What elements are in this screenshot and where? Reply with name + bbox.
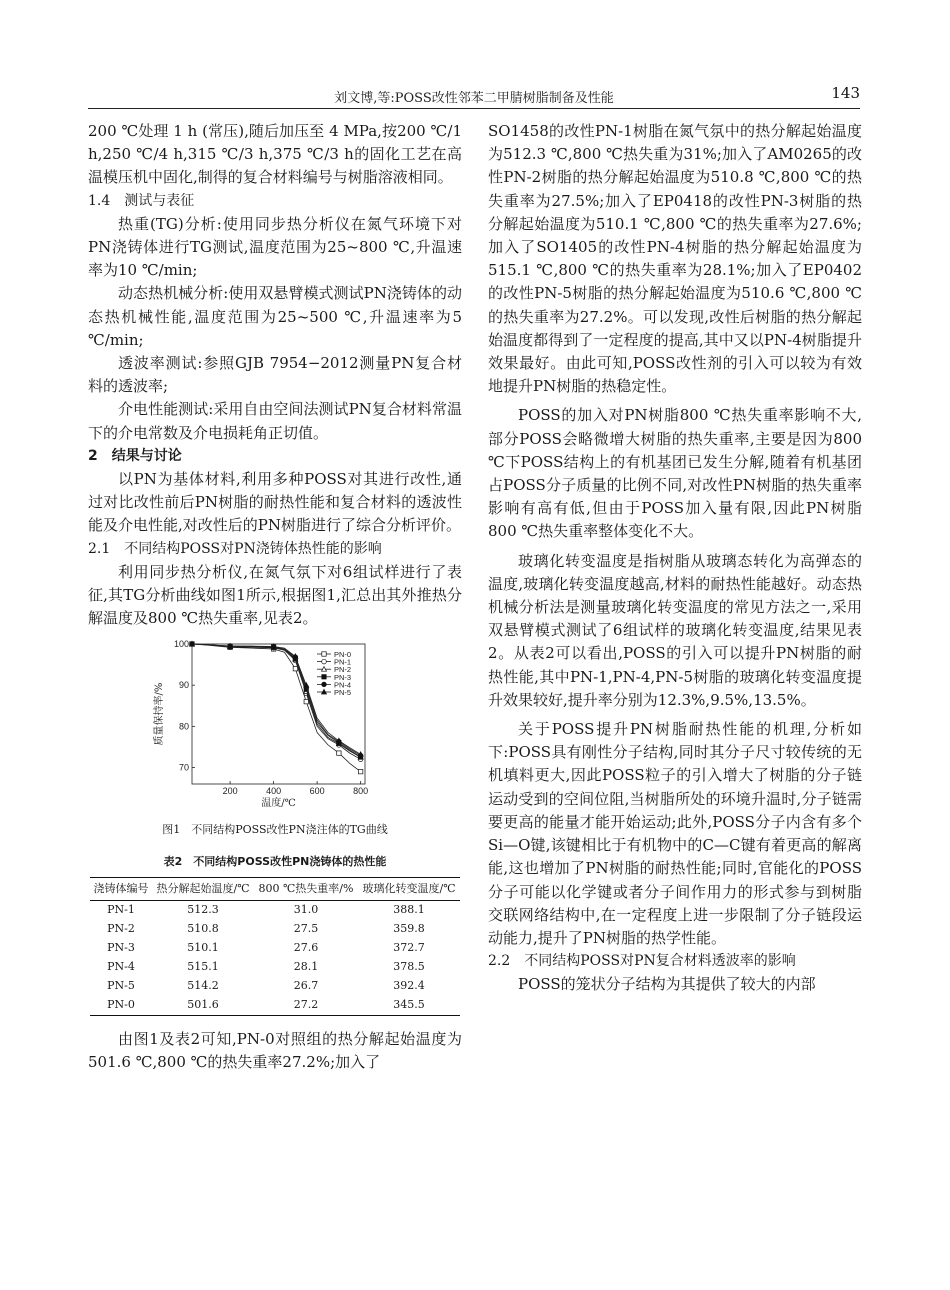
table-cell: PN-1: [107, 903, 135, 917]
legend-label: PN-1: [334, 658, 352, 668]
table-cell: 388.1: [393, 903, 425, 917]
table-row: [90, 900, 460, 920]
paragraph: 介电性能测试:采用自由空间法测试PN复合材料常温下的介电常数及介电损耗角正切值。: [88, 400, 462, 442]
x-tick-label: 800: [353, 786, 369, 797]
paragraph: 透波率测试:参照GJB 7954−2012测量PN复合材料的透波率;: [88, 354, 462, 396]
table-row: [90, 920, 460, 939]
x-tick-label: 600: [309, 786, 325, 797]
table-cell: PN-3: [107, 941, 135, 955]
paragraph: 以PN为基体材料,利用多种POSS对其进行改性,通过对比改性前后PN树脂的耐热性能和复合材料的透波性能及介电性能,对改性后的PN树脂进行了综合分析评价。: [88, 470, 462, 535]
y-tick-label: 90: [178, 680, 189, 691]
data-point-pn-0: [337, 751, 341, 755]
table-cell: 345.5: [393, 998, 425, 1012]
section-title: 不同结构POSS对PN复合材料透波率的影响: [524, 953, 796, 970]
table-cell: 372.7: [393, 941, 425, 955]
table-cell: 501.6: [187, 998, 219, 1012]
right-column: [488, 120, 862, 997]
paragraph: 关于POSS提升PN树脂耐热性能的机理,分析如下:POSS具有刚性分子结构,同时其分子尺寸较传统的无机填料更大,因此POSS粒子的引入增大了树脂的分子链运动受到的空间位阻,当树脂所处的环境升温时,分子链需要更高的能量才能开始运动;此外,POSS分子内含有多个Si—O键,该键相比于有机物中的C—C键有着更高的解离能,这也增加了PN树脂的耐热性能;同时,官能化的POSS分子可能以化学键或者分子间作用力的形式参与到树脂交联网络结构中,在一定程度上进一步限制了分子链段运动能力,提升了PN树脂的热学性能。: [488, 720, 862, 947]
legend-marker: [322, 675, 326, 679]
table-cell: 515.1: [187, 960, 219, 974]
column-header: 玻璃化转变温度/℃: [362, 881, 456, 895]
table-cell: PN-2: [107, 922, 135, 936]
page-number: 143: [831, 84, 860, 102]
tg-chart: [150, 636, 400, 816]
paragraph: 动态热机械分析:使用双悬臂模式测试PN浇铸体的动态热机械性能,温度范围为25~500 ℃,升温速率为5 ℃/min;: [88, 284, 462, 349]
table-cell: 512.3: [187, 903, 219, 917]
table-caption: 表2 不同结构POSS改性PN浇铸体的热性能: [163, 854, 387, 868]
left-column: [88, 120, 462, 1074]
subsection-heading-2-1: [88, 538, 462, 561]
table-cell: PN-4: [107, 960, 135, 974]
x-tick-label: 200: [222, 786, 238, 797]
section-number: 2.1: [88, 540, 111, 557]
column-header: 浇铸体编号: [93, 881, 149, 895]
running-header: [88, 84, 860, 109]
table-cell: 378.5: [393, 960, 425, 974]
table-cell: 359.8: [393, 922, 425, 936]
section-title: 测试与表征: [124, 192, 195, 209]
legend-label: PN-4: [334, 680, 352, 690]
section-title: 不同结构POSS对PN浇铸体热性能的影响: [124, 540, 382, 557]
paragraph: SO1458的改性PN-1树脂在氮气氛中的热分解起始温度为512.3 ℃,800 ℃热失重为31%;加入了AM0265的改性PN-2树脂的热分解起始温度为510.8 ℃,800 ℃的热失重率为27.5%;加入了EP0418的改性PN-3树脂的热分解起始温度为510.1 ℃,800 ℃的热失重率为27.6%;加入了SO1405的改性PN-4树脂的热分解起始温度为515.1 ℃,800 ℃的热失重率为28.1%;加入了EP0402的改性PN-5树脂的热分解起始温度为510.6 ℃,800 ℃的热失重率为27.2%。可以发现,改性后树脂的热分解起始温度都得到了一定程度的提高,其中又以PN-4树脂提升效果最好。由此可知,POSS改性剂的引入可以较为有效地提升PN树脂的热稳定性。: [488, 122, 862, 396]
table-row: [90, 977, 460, 996]
paragraph: 由图1及表2可知,PN-0对照组的热分解起始温度为501.6 ℃,800 ℃的热失重率27.2%;加入了: [88, 1029, 462, 1072]
table-cell: 27.5: [293, 922, 319, 936]
legend-label: PN-2: [334, 665, 352, 675]
figure-caption: 图1 不同结构POSS改性PN浇注体的TG曲线: [162, 823, 388, 837]
y-axis-label: 质量保持率/%: [154, 683, 165, 746]
running-title: 刘文博,等:POSS改性邻苯二甲腈树脂制备及性能: [334, 91, 614, 106]
paragraph: POSS的加入对PN树脂800 ℃热失重率影响不大,部分POSS会略微增大树脂的热失重率,主要是因为800 ℃下POSS结构上的有机基团已发生分解,随着有机基团占POSS分子质量的比例不同,对改性PN树脂的热失重率影响有高有低,但由于POSS加入量有限,因此PN树脂800 ℃热失重率整体变化不大。: [488, 406, 862, 541]
table-cell: 27.2: [293, 998, 319, 1012]
section-heading-2: [88, 445, 462, 468]
table-row: [90, 958, 460, 977]
column-header: 热分解起始温度/℃: [156, 881, 250, 895]
section-number: 2.2: [488, 953, 511, 970]
paragraph: 200 ℃处理 1 h (常压),随后加压至 4 MPa,按200 ℃/1 h,250 ℃/4 h,315 ℃/3 h,375 ℃/3 h的固化工艺在高温模压机中固化,制得的复合材料编号与树脂溶液相同。: [88, 122, 462, 187]
subsection-heading-2-2: [488, 950, 862, 973]
data-point-pn-0: [358, 770, 362, 774]
x-axis-label: 温度/℃: [261, 798, 296, 810]
y-tick-label: 100: [173, 639, 189, 650]
legend-marker: [322, 652, 326, 656]
table-cell: 514.2: [187, 979, 219, 993]
table-cell: 510.8: [187, 922, 219, 936]
table-header-row: [90, 877, 460, 900]
figure-1: [88, 636, 462, 841]
legend-marker: [322, 683, 327, 688]
table-2: [90, 877, 460, 1016]
table-cell: 27.6: [293, 941, 319, 955]
table-row: [90, 939, 460, 958]
legend-label: PN-0: [334, 650, 352, 660]
table-row: [90, 996, 460, 1016]
y-tick-label: 80: [178, 721, 189, 732]
table-cell: 31.0: [293, 903, 319, 917]
data-point-pn-0: [304, 700, 308, 704]
section-number: 1.4: [88, 192, 111, 209]
legend-marker: [322, 660, 327, 665]
table-cell: 510.1: [187, 941, 219, 955]
legend-label: PN-5: [334, 688, 352, 698]
subsection-heading-1-4: [88, 190, 462, 213]
section-number: 2: [88, 447, 98, 464]
legend-label: PN-3: [334, 673, 352, 683]
paragraph: 热重(TG)分析:使用同步热分析仪在氮气环境下对PN浇铸体进行TG测试,温度范围为25~800 ℃,升温速率为10 ℃/min;: [88, 214, 462, 280]
paragraph: POSS的笼状分子结构为其提供了较大的内部: [518, 975, 816, 994]
paragraph: 利用同步热分析仪,在氮气氛下对6组试样进行了表征,其TG分析曲线如图1所示,根据图1,汇总出其外推热分解温度及800 ℃热失重率,见表2。: [88, 562, 462, 628]
section-title: 结果与讨论: [111, 447, 182, 464]
paragraph: 玻璃化转变温度是指树脂从玻璃态转化为高弹态的温度,玻璃化转变温度越高,材料的耐热性能越好。动态热机械分析法是测量玻璃化转变温度的常见方法之一,采用双悬臂模式测试了6组试样的玻璃化转变温度,结果见表2。从表2可以看出,POSS的引入可以提升PN树脂的耐热性能,其中PN-1,PN-4,PN-5树脂的玻璃化转变温度提升效果较好,提升率分别为12.3%,9.5%,13.5%。: [488, 551, 862, 709]
y-tick-label: 70: [178, 762, 189, 773]
table-cell: PN-5: [107, 979, 135, 993]
table-cell: 28.1: [293, 960, 319, 974]
table-cell: 392.4: [393, 979, 425, 993]
data-point-pn-0: [293, 667, 297, 671]
x-tick-label: 400: [266, 786, 282, 797]
column-header: 800 ℃热失重率/%: [258, 881, 354, 895]
table-cell: PN-0: [107, 998, 135, 1012]
table-cell: 26.7: [293, 979, 319, 993]
